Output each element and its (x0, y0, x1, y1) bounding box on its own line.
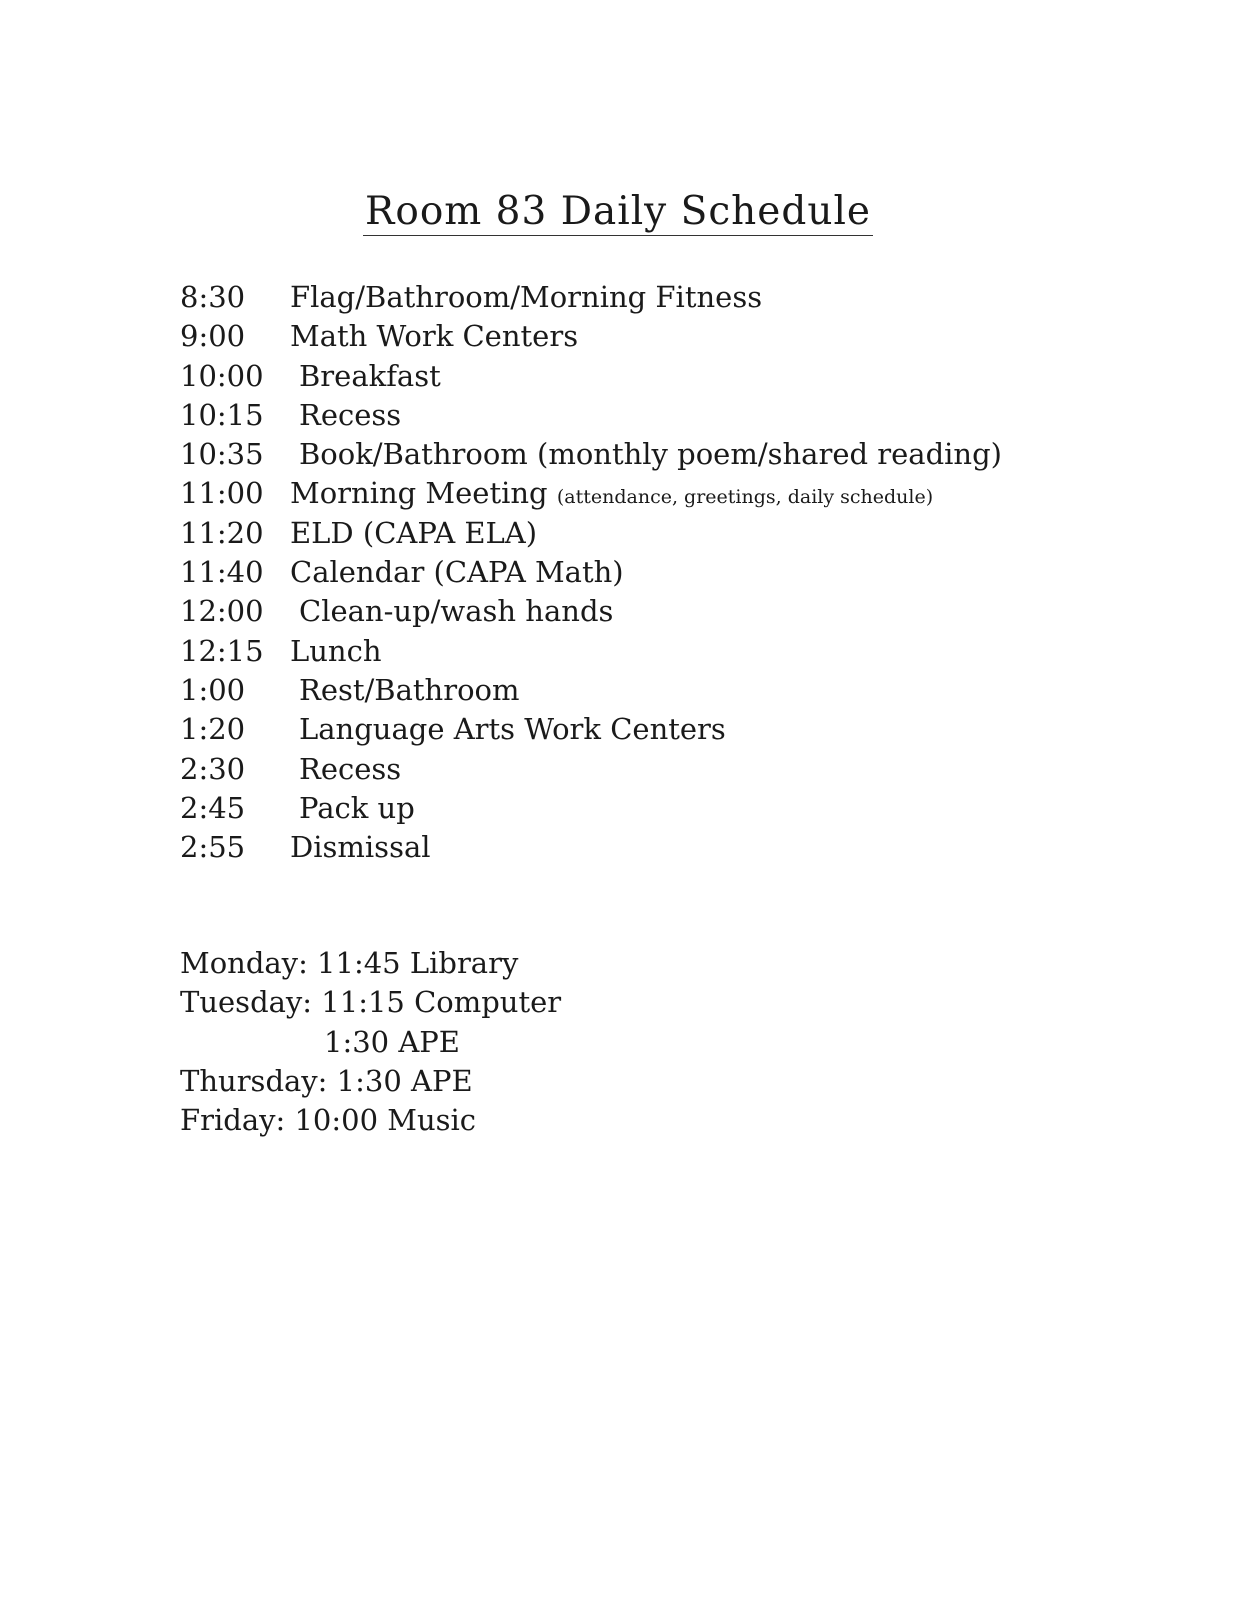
schedule-row (180, 514, 1190, 553)
special-item: Friday: 10:00 Music (180, 1103, 477, 1138)
schedule-time: 11:20 (180, 515, 264, 550)
schedule-row (180, 553, 1190, 592)
schedule-activity: Breakfast (299, 358, 441, 393)
schedule-activity: ELD (CAPA ELA) (290, 515, 538, 550)
weekly-specials-list (180, 944, 1080, 1140)
schedule-activity: Math Work Centers (290, 319, 579, 354)
schedule-row (180, 435, 1190, 474)
special-item: Tuesday: 11:15 Computer (180, 985, 562, 1020)
schedule-activity: Dismissal (290, 830, 431, 865)
schedule-time: 11:40 (180, 555, 264, 590)
schedule-time: 1:20 (180, 712, 246, 747)
schedule-row (180, 396, 1190, 435)
special-item: 1:30 APE (324, 1024, 460, 1059)
schedule-time: 11:00 (180, 476, 264, 511)
schedule-activity: Flag/Bathroom/Morning Fitness (290, 280, 763, 314)
schedule-activity-label: Morning Meeting (290, 476, 548, 511)
schedule-row (180, 750, 1190, 789)
schedule-time: 9:00 (180, 319, 246, 354)
schedule-row (180, 592, 1190, 631)
schedule-row (180, 357, 1190, 396)
schedule-row (180, 632, 1190, 671)
schedule-row (180, 710, 1190, 749)
schedule-time: 1:00 (180, 672, 246, 707)
daily-schedule-list (180, 278, 1190, 867)
page-title-text: Room 83 Daily Schedule (364, 189, 871, 234)
schedule-activity-note: (attendance, greetings, daily schedule) (556, 486, 934, 509)
schedule-time: 2:55 (180, 830, 246, 865)
page-title (0, 186, 1236, 238)
schedule-activity: Recess (299, 397, 402, 432)
schedule-activity (290, 474, 933, 517)
schedule-activity: Lunch (290, 633, 382, 668)
schedule-activity: Clean-up/wash hands (299, 594, 614, 629)
schedule-time: 12:00 (180, 594, 264, 629)
schedule-activity: Book/Bathroom (monthly poem/shared reading) (299, 437, 1002, 472)
schedule-time: 2:30 (180, 751, 246, 786)
schedule-time: 10:00 (180, 358, 264, 393)
schedule-row (180, 317, 1190, 356)
schedule-activity: Pack up (299, 790, 415, 825)
special-item: Monday: 11:45 Library (180, 946, 519, 980)
schedule-row (180, 789, 1190, 828)
schedule-activity: Calendar (CAPA Math) (290, 555, 624, 590)
schedule-activity: Language Arts Work Centers (299, 712, 726, 747)
schedule-row (180, 474, 1190, 513)
schedule-row (180, 278, 1190, 317)
schedule-time: 2:45 (180, 790, 246, 825)
schedule-time: 12:15 (180, 633, 264, 668)
schedule-time: 10:35 (180, 437, 264, 472)
schedule-row (180, 828, 1190, 867)
schedule-activity: Rest/Bathroom (299, 672, 520, 707)
schedule-time: 10:15 (180, 397, 264, 432)
schedule-row (180, 671, 1190, 710)
schedule-activity: Recess (299, 751, 402, 786)
special-item: Thursday: 1:30 APE (180, 1063, 473, 1098)
schedule-time: 8:30 (180, 280, 246, 314)
